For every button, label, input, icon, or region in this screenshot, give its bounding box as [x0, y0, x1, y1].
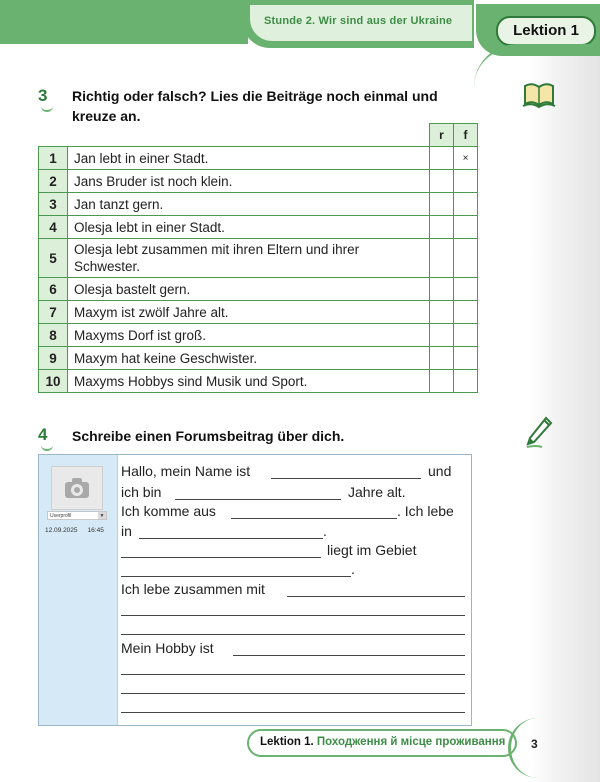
text-hobby: Mein Hobby ist [121, 640, 214, 656]
avatar [51, 466, 103, 510]
table-row: 5 Olesja lebt zusammen mit ihren Eltern und ihrer Schwester. [39, 239, 478, 278]
blank-line[interactable] [121, 674, 465, 675]
table-row: 3 Jan tanzt gern. [39, 193, 478, 216]
text-und: und [428, 463, 452, 479]
table-row: 8 Maxyms Dorf ist groß. [39, 324, 478, 347]
text-hallo: Hallo, mein Name ist [121, 463, 251, 479]
unit-title: Lektion 1 [513, 22, 579, 39]
blank-name[interactable] [271, 478, 421, 479]
blank-line[interactable] [121, 693, 465, 694]
checkbox-f[interactable] [454, 301, 478, 324]
exercise-3-number: 3 [38, 86, 47, 106]
checkbox-f[interactable] [454, 370, 478, 393]
checkbox-r[interactable] [430, 301, 454, 324]
table-row: 6 Olesja bastelt gern. [39, 278, 478, 301]
checkbox-r[interactable] [430, 278, 454, 301]
blank-age[interactable] [175, 499, 341, 500]
forum-sidebar [39, 455, 118, 725]
blank-country[interactable] [231, 518, 397, 519]
text-ich-komme-aus: Ich komme aus [121, 503, 216, 519]
user-profile-dropdown[interactable]: Userprofil ▼ [47, 511, 107, 520]
checkbox-r[interactable] [430, 347, 454, 370]
text-ich-bin: ich bin [121, 484, 162, 500]
checkbox-f[interactable] [454, 324, 478, 347]
text-ich-lebe: . Ich lebe [397, 503, 454, 519]
blank-city[interactable] [139, 538, 323, 539]
post-timestamp: 12.09.2025 16:45 [45, 527, 104, 534]
table-row: 2 Jans Bruder ist noch klein. [39, 170, 478, 193]
checkbox-f[interactable] [454, 216, 478, 239]
checkbox-r[interactable] [430, 324, 454, 347]
text-dot-2: . [351, 561, 355, 577]
checkbox-r[interactable] [430, 239, 454, 278]
blank-line[interactable] [121, 712, 465, 713]
checkbox-r[interactable] [430, 170, 454, 193]
table-row: 9 Maxym hat keine Geschwister. [39, 347, 478, 370]
text-jahre-alt: Jahre alt. [348, 484, 406, 500]
blank-hobby[interactable] [233, 655, 465, 656]
blank-line[interactable] [121, 615, 465, 616]
column-r: r [430, 124, 454, 147]
exercise-4-instruction: Schreibe einen Forumsbeitrag über dich. [72, 428, 345, 444]
text-zusammen-mit: Ich lebe zusammen mit [121, 581, 265, 597]
text-dot-1: . [323, 523, 327, 539]
blank-family[interactable] [287, 596, 465, 597]
checkbox-f[interactable] [454, 193, 478, 216]
checkbox-f[interactable] [454, 278, 478, 301]
checkbox-f[interactable] [454, 347, 478, 370]
exercise-3-instruction: Richtig oder falsch? Lies die Beiträge noch einmal und kreuze an. [72, 88, 438, 124]
table-row: 4 Olesja lebt in einer Stadt. [39, 216, 478, 239]
text-in: in [121, 523, 132, 539]
checkbox-r[interactable] [430, 216, 454, 239]
table-row: 1 Jan lebt in einer Stadt. × [39, 147, 478, 170]
footer-title: Lektion 1. Походження й місце проживання [260, 736, 506, 748]
lesson-title: Stunde 2. Wir sind aus der Ukraine [264, 15, 453, 27]
chevron-down-icon: ▼ [99, 513, 105, 519]
column-f: f [454, 124, 478, 147]
page-number: 3 [531, 737, 538, 751]
checkbox-r[interactable] [430, 370, 454, 393]
pencil-icon [524, 415, 554, 454]
table-row: 10 Maxyms Hobbys sind Musik und Sport. [39, 370, 478, 393]
blank-region[interactable] [121, 576, 351, 577]
checkbox-r[interactable] [430, 147, 454, 170]
true-false-table [38, 123, 478, 393]
checkbox-f[interactable]: × [454, 147, 478, 170]
checkbox-f[interactable] [454, 239, 478, 278]
exercise-4-number: 4 [38, 425, 47, 445]
text-liegt-im-gebiet: liegt im Gebiet [327, 542, 417, 558]
checkbox-r[interactable] [430, 193, 454, 216]
header-band [0, 0, 248, 44]
blank-line[interactable] [121, 634, 465, 635]
header-lesson-tab [242, 0, 474, 48]
blank-place[interactable] [121, 557, 321, 558]
checkbox-f[interactable] [454, 170, 478, 193]
open-book-icon [521, 80, 557, 115]
table-row: 7 Maxym ist zwölf Jahre alt. [39, 301, 478, 324]
